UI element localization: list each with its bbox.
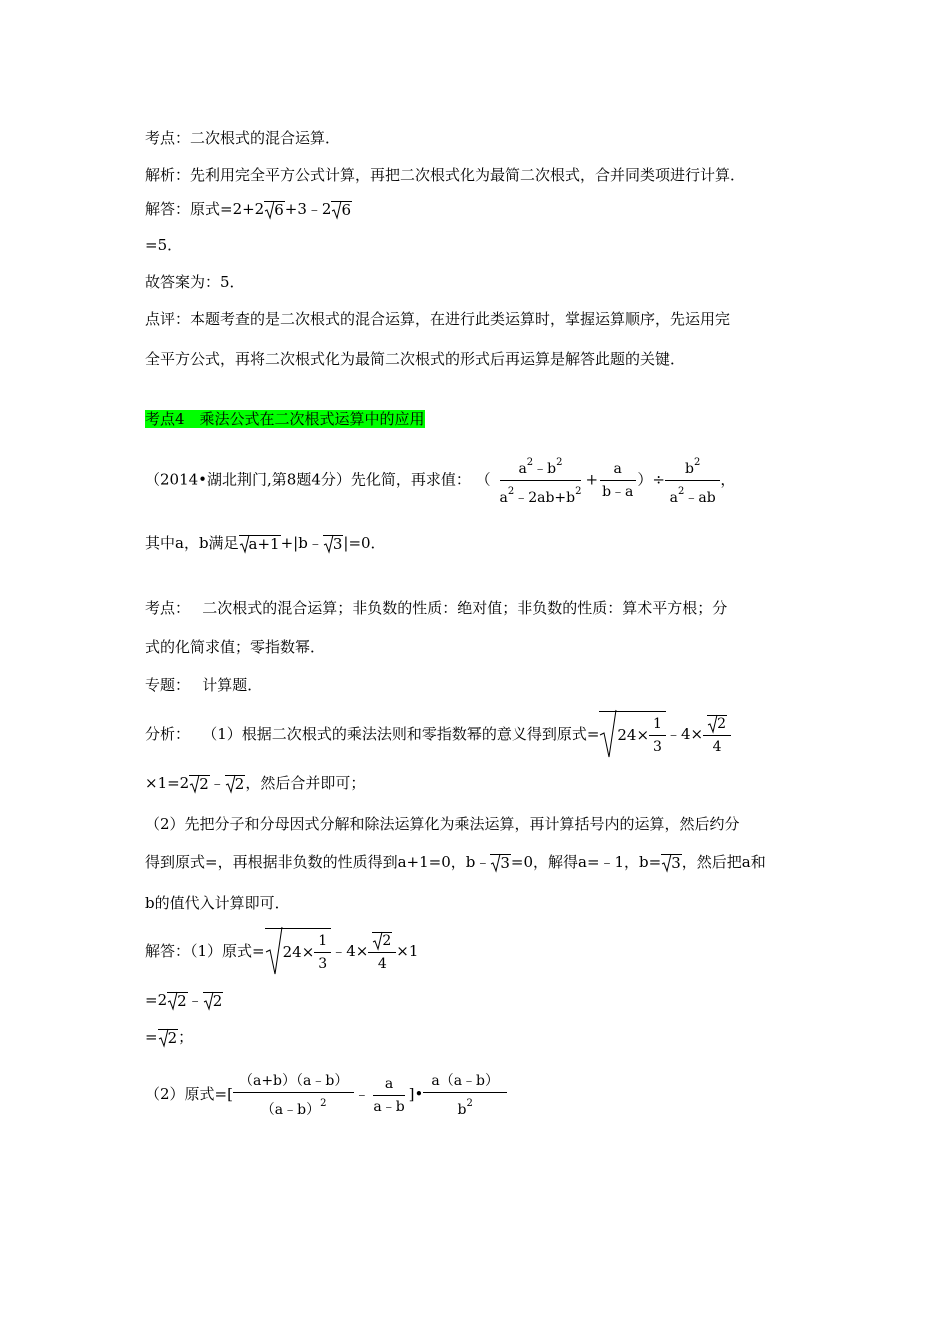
fenxi-p2-line3: b的值代入计算即可． xyxy=(145,894,290,912)
frac-one-third-sol: $\frac{1}{3}$ xyxy=(314,932,331,973)
frac-one-third: $\frac{1}{3}$ xyxy=(649,715,666,756)
frac-sqrt2-over-4: $\frac{2}{4}$ xyxy=(703,714,731,756)
g-fraction-3: $\frac{a(a﹣b)}{b^2}$ xyxy=(423,1072,507,1119)
sqrt-2-sol-c: 2 xyxy=(158,1028,179,1048)
solution-line1: 解答：（1）原式= 24× $\frac{1}{3}$ ﹣4× $\frac{2}{4}$ ×1 xyxy=(145,925,418,977)
g-fraction-2: $\frac{a}{a﹣b}$ xyxy=(373,1075,405,1115)
section-heading: 考点4 乘法公式在二次根式运算中的应用 xyxy=(145,410,425,428)
jiexi-line: 解析：先利用完全平方公式计算，再把二次根式化为最简二次根式，合并同类项进行计算． xyxy=(145,166,746,184)
sqrt-2-sol-b: 2 xyxy=(203,991,224,1011)
sqrt-3-cond: 3 xyxy=(323,534,344,554)
minus-sign: ﹣ xyxy=(354,1085,370,1103)
problem-source: （2014•湖北荆门,第8题4分）先化简，再求值： xyxy=(145,470,471,489)
sqrt-6-b: 6 xyxy=(331,200,352,220)
sqrt-2-a: 2 xyxy=(189,774,210,794)
step-eq5: =5． xyxy=(145,236,183,254)
close-div: ）÷ xyxy=(637,470,665,489)
big-sqrt-fenxi: 24× $\frac{1}{3}$ xyxy=(599,709,666,761)
sqrt-a-plus-1: a+1 xyxy=(239,534,281,554)
dianping-line1: 点评：本题考查的是二次根式的混合运算，在进行此类运算时，掌握运算顺序，先运用完 xyxy=(145,310,731,328)
sqrt-3-b: 3 xyxy=(661,853,682,873)
analysis-zhuanti: 专题： 计算题． xyxy=(145,676,263,694)
g-fraction-1: $\frac{(a+b)(a﹣b)}{(a﹣b)^2}$ xyxy=(233,1072,354,1119)
sqrt-2-num: 2 xyxy=(707,714,727,733)
fraction-3: $\frac{b^2}{a^2﹣ab}$ xyxy=(665,454,720,507)
jieda-line xyxy=(145,199,352,220)
sqrt-6-a: 6 xyxy=(264,200,285,220)
fraction-2: $\frac{a}{b﹣a}$ xyxy=(598,460,637,501)
analysis-kaodian2: 式的化简求值；零指数幂． xyxy=(145,638,326,656)
comma: ， xyxy=(720,470,736,489)
analysis-kaodian1: 考点： 二次根式的混合运算；非负数的性质：绝对值；非负数的性质：算术平方根；分 xyxy=(145,599,728,617)
dianping-line2: 全平方公式，再将二次根式化为最简二次根式的形式后再运算是解答此题的关键． xyxy=(145,350,686,368)
sqrt-2-sol-a: 2 xyxy=(167,991,188,1011)
fenxi-p2-line2: 得到原式=，再根据非负数的性质得到a+1=0，b﹣ 3=0，解得a=﹣1，b= 3，然后把a和 xyxy=(145,853,766,872)
fenxi-p2-line1: （2）先把分子和分母因式分解和除法运算化为乘法运算，再计算括号内的运算，然后约分 xyxy=(145,815,740,833)
solution-line3: = 2； xyxy=(145,1028,194,1047)
kaodian-line: 考点：二次根式的混合运算． xyxy=(145,129,341,147)
fenxi-line1: 分析： （1）根据二次根式的乘法法则和零指数幂的意义得到原式= 24× $\frac{1}{3}$ ﹣4× $\frac{2}{4}$ xyxy=(145,708,731,760)
sqrt-3-a: 3 xyxy=(490,853,511,873)
jieda-prefix: 解答：原式=2+2 xyxy=(145,200,265,218)
big-sqrt-solution: 24× $\frac{1}{3}$ xyxy=(265,926,332,978)
jieda-mid: +3﹣2 xyxy=(284,200,332,218)
solution-p2: （2）原式=[ $\frac{(a+b)(a﹣b)}{(a﹣b)^2}$ ﹣ $\frac{a}{a﹣b}$ ]• $\frac{a(a﹣b)}{b^2}$ xyxy=(145,1068,507,1120)
fenxi-line2: ×1=2 2﹣ 2，然后合并即可； xyxy=(145,774,366,793)
sqrt-2-num-sol: 2 xyxy=(372,931,392,950)
condition-line: 其中a，b满足 a+1+|b﹣ 3|=0． xyxy=(145,534,386,553)
problem-line xyxy=(145,454,735,504)
solution-line2: =2 2﹣ 2 xyxy=(145,991,223,1010)
answer-line: 故答案为：5． xyxy=(145,273,245,291)
sqrt-2-b: 2 xyxy=(225,774,246,794)
frac-sqrt2-over-4-sol: $\frac{2}{4}$ xyxy=(368,931,396,973)
plus-sign: + xyxy=(585,470,599,489)
open-paren: （ xyxy=(475,470,491,489)
fraction-1: $\frac{a^2﹣b^2}{a^2﹣2ab+b^2}$ xyxy=(495,454,585,507)
